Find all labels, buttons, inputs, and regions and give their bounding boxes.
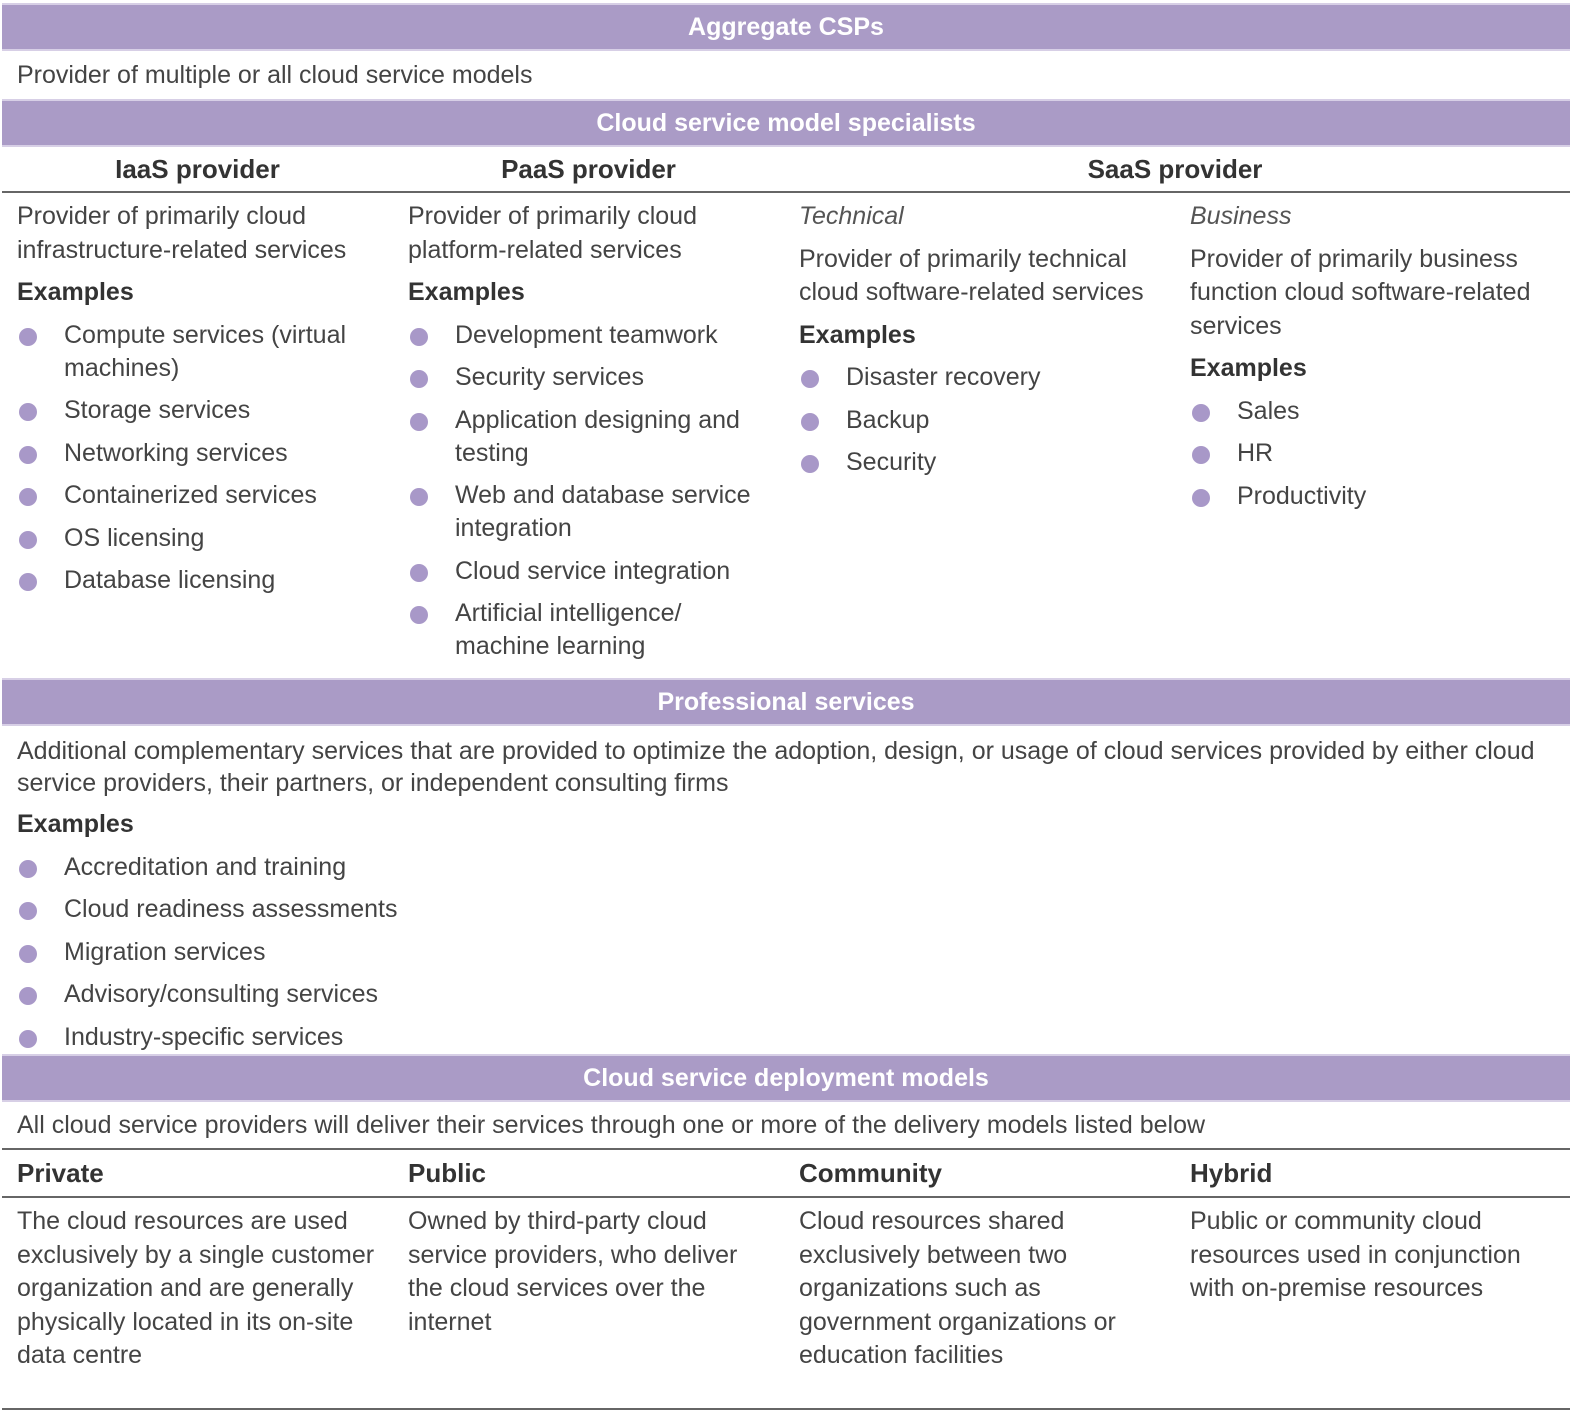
list-item: Industry-specific services xyxy=(17,1021,1555,1054)
bullet-icon xyxy=(801,455,819,473)
bullet-icon xyxy=(410,370,428,388)
bullet-icon xyxy=(1192,404,1210,422)
professional-services-header: Professional services xyxy=(2,678,1570,726)
bullet-icon xyxy=(19,860,37,878)
deployment-body xyxy=(2,1198,1570,1408)
deployment-models-description: All cloud service providers will deliver their services through one or more of the delivery models listed below xyxy=(17,1111,1206,1139)
saas-technical-subtitle: Technical xyxy=(799,202,904,230)
list-item: Migration services xyxy=(17,936,1555,969)
paas-examples-list xyxy=(408,319,769,664)
specialists-column-headers xyxy=(2,147,1570,191)
bullet-icon xyxy=(19,328,37,346)
list-item: Cloud service integration xyxy=(408,555,769,588)
bullet-icon xyxy=(19,902,37,920)
paas-description: Provider of primarily cloud platform-related services xyxy=(408,202,697,264)
professional-examples-list xyxy=(17,851,1555,1054)
iaas-examples-label: Examples xyxy=(17,278,134,306)
bullet-icon xyxy=(801,370,819,388)
saas-business-examples-label: Examples xyxy=(1190,354,1307,382)
aggregate-csps-header: Aggregate CSPs xyxy=(2,3,1570,51)
bullet-icon xyxy=(801,413,819,431)
saas-heading: SaaS provider xyxy=(1087,154,1263,184)
list-item: Cloud readiness assessments xyxy=(17,893,1555,926)
list-item: Disaster recovery xyxy=(799,361,1160,394)
bullet-icon xyxy=(19,987,37,1005)
list-item: Sales xyxy=(1190,395,1551,428)
bullet-icon xyxy=(19,531,37,549)
saas-technical-column xyxy=(784,200,1175,678)
iaas-description: Provider of primarily cloud infrastructure-related services xyxy=(17,202,347,264)
bullet-icon xyxy=(410,606,428,624)
bullet-icon xyxy=(410,413,428,431)
list-item: Security services xyxy=(408,361,769,394)
bullet-icon xyxy=(410,488,428,506)
bullet-icon xyxy=(1192,489,1210,507)
list-item: Networking services xyxy=(17,437,378,470)
deployment-models-header: Cloud service deployment models xyxy=(2,1054,1570,1102)
list-item: Development teamwork xyxy=(408,319,769,352)
saas-technical-examples-label: Examples xyxy=(799,320,916,349)
saas-technical-examples-list xyxy=(799,361,1160,479)
private-description: The cloud resources are used exclusively by a single customer organization and are generally physically located in its on-site data centre xyxy=(17,1207,375,1369)
iaas-column xyxy=(2,200,393,678)
saas-business-subtitle: Business xyxy=(1190,202,1292,230)
list-item: Advisory/consulting services xyxy=(17,978,1555,1011)
list-item: Compute services (virtual machines) xyxy=(17,319,378,385)
bullet-icon xyxy=(19,573,37,591)
iaas-examples-list xyxy=(17,319,378,598)
bullet-icon xyxy=(19,403,37,421)
saas-business-description: Provider of primarily business function cloud software-related services xyxy=(1190,244,1531,340)
list-item: Security xyxy=(799,446,1160,479)
specialists-header: Cloud service model specialists xyxy=(2,99,1570,147)
public-description: Owned by third-party cloud service providers, who deliver the cloud services over the internet xyxy=(408,1207,738,1336)
deployment-column-headers xyxy=(2,1150,1570,1196)
list-item: Artificial intelligence/ machine learning xyxy=(408,597,769,663)
list-item: Accreditation and training xyxy=(17,851,1555,884)
professional-examples-label: Examples xyxy=(17,810,134,838)
saas-business-examples-list xyxy=(1190,395,1551,513)
public-heading: Public xyxy=(408,1158,487,1188)
saas-technical-description: Provider of primarily technical cloud software-related services xyxy=(799,244,1144,306)
cloud-provider-taxonomy-table xyxy=(2,3,1570,1410)
list-item: Application designing and testing xyxy=(408,404,769,470)
list-item: Storage services xyxy=(17,394,378,427)
bullet-icon xyxy=(410,328,428,346)
aggregate-csps-description: Provider of multiple or all cloud service models xyxy=(17,61,533,89)
community-heading: Community xyxy=(799,1158,942,1188)
community-description: Cloud resources shared exclusively between two organizations such as government organizations or education facilities xyxy=(799,1207,1116,1369)
list-item: HR xyxy=(1190,437,1551,470)
paas-heading: PaaS provider xyxy=(501,154,676,184)
bullet-icon xyxy=(19,945,37,963)
paas-examples-label: Examples xyxy=(408,278,525,306)
saas-business-column xyxy=(1175,200,1566,678)
bullet-icon xyxy=(1192,446,1210,464)
divider xyxy=(2,1408,1570,1410)
specialists-body xyxy=(2,193,1570,678)
list-item: Backup xyxy=(799,404,1160,437)
list-item: Containerized services xyxy=(17,479,378,512)
bullet-icon xyxy=(19,446,37,464)
professional-services-body xyxy=(2,726,1570,1054)
bullet-icon xyxy=(410,564,428,582)
list-item: OS licensing xyxy=(17,522,378,555)
private-heading: Private xyxy=(17,1158,104,1188)
professional-services-description: Additional complementary services that are provided to optimize the adoption, design, or usage of cloud services provided by either cloud service providers, their partners, or independent consulting firms xyxy=(17,737,1535,797)
paas-column xyxy=(393,200,784,678)
bullet-icon xyxy=(19,488,37,506)
bullet-icon xyxy=(19,1030,37,1048)
hybrid-description: Public or community cloud resources used in conjunction with on-premise resources xyxy=(1190,1207,1521,1302)
hybrid-heading: Hybrid xyxy=(1190,1158,1273,1188)
list-item: Web and database service integration xyxy=(408,479,769,545)
list-item: Database licensing xyxy=(17,564,378,597)
iaas-heading: IaaS provider xyxy=(115,154,280,184)
list-item: Productivity xyxy=(1190,480,1551,513)
